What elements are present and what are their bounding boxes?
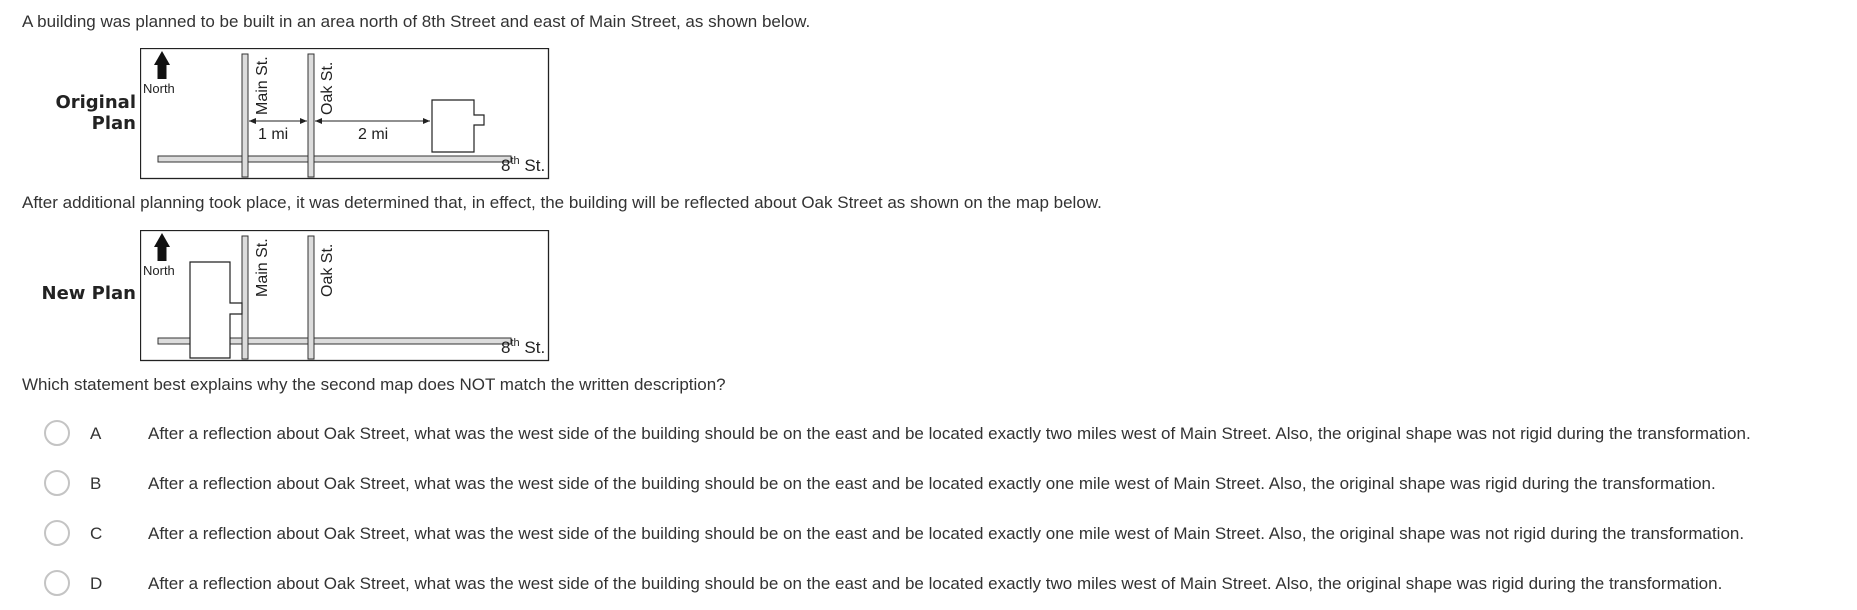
option-text: After a reflection about Oak Street, what was the west side of the building should be on the east and be located exactly two miles west of Main Street. Also, the original shape was not rigid during the transformation. [148,424,1751,443]
radio-button-a[interactable] [44,420,70,446]
option-letter: B [90,474,102,493]
option-text: After a reflection about Oak Street, what was the west side of the building should be on the east and be located exactly two miles west of Main Street. Also, the original shape was rigid during the transformation. [148,574,1723,593]
original-plan-map [140,48,550,180]
north-label: North [143,81,175,96]
middle-text: After additional planning took place, it was determined that, in effect, the building will be reflected about Oak Street as shown on the map below. [22,193,1102,212]
question-text: Which statement best explains why the second map does NOT match the written description? [22,375,726,394]
main-st-label: Main St. [254,238,271,297]
intro-text: A building was planned to be built in an area north of 8th Street and east of Main Street, as shown below. [22,12,811,31]
main-street-road [242,236,248,359]
main-street-road [242,54,248,177]
dist-2mi-label: 2 mi [358,126,389,143]
oak-street-road [308,54,314,177]
oak-st-label: Oak St. [319,61,336,115]
eighth-st-label: 8th St. [501,155,546,175]
north-label: North [143,263,175,278]
radio-button-c[interactable] [44,520,70,546]
new-plan-label: New Plan [41,283,136,304]
answer-option-a[interactable] [44,418,1844,454]
answer-option-d[interactable] [44,568,1844,604]
radio-button-d[interactable] [44,570,70,596]
original-plan-label: Original Plan [55,92,136,134]
eighth-street-road [158,156,511,162]
new-plan-map [140,230,550,362]
answer-option-b[interactable] [44,468,1844,504]
oak-street-road [308,236,314,359]
option-letter: D [90,574,103,593]
eighth-st-label: 8th St. [501,337,546,357]
option-text: After a reflection about Oak Street, what was the west side of the building should be on the east and be located exactly one mile west of Main Street. Also, the original shape was not rigid during the transformation. [148,524,1745,543]
dist-1mi-label: 1 mi [258,126,289,143]
radio-button-b[interactable] [44,470,70,496]
oak-st-label: Oak St. [319,243,336,297]
option-letter: C [90,524,103,543]
answer-option-c[interactable] [44,518,1844,554]
option-text: After a reflection about Oak Street, what was the west side of the building should be on the east and be located exactly one mile west of Main Street. Also, the original shape was rigid during the transformation. [148,474,1716,493]
main-st-label: Main St. [254,56,271,115]
option-letter: A [90,424,102,443]
